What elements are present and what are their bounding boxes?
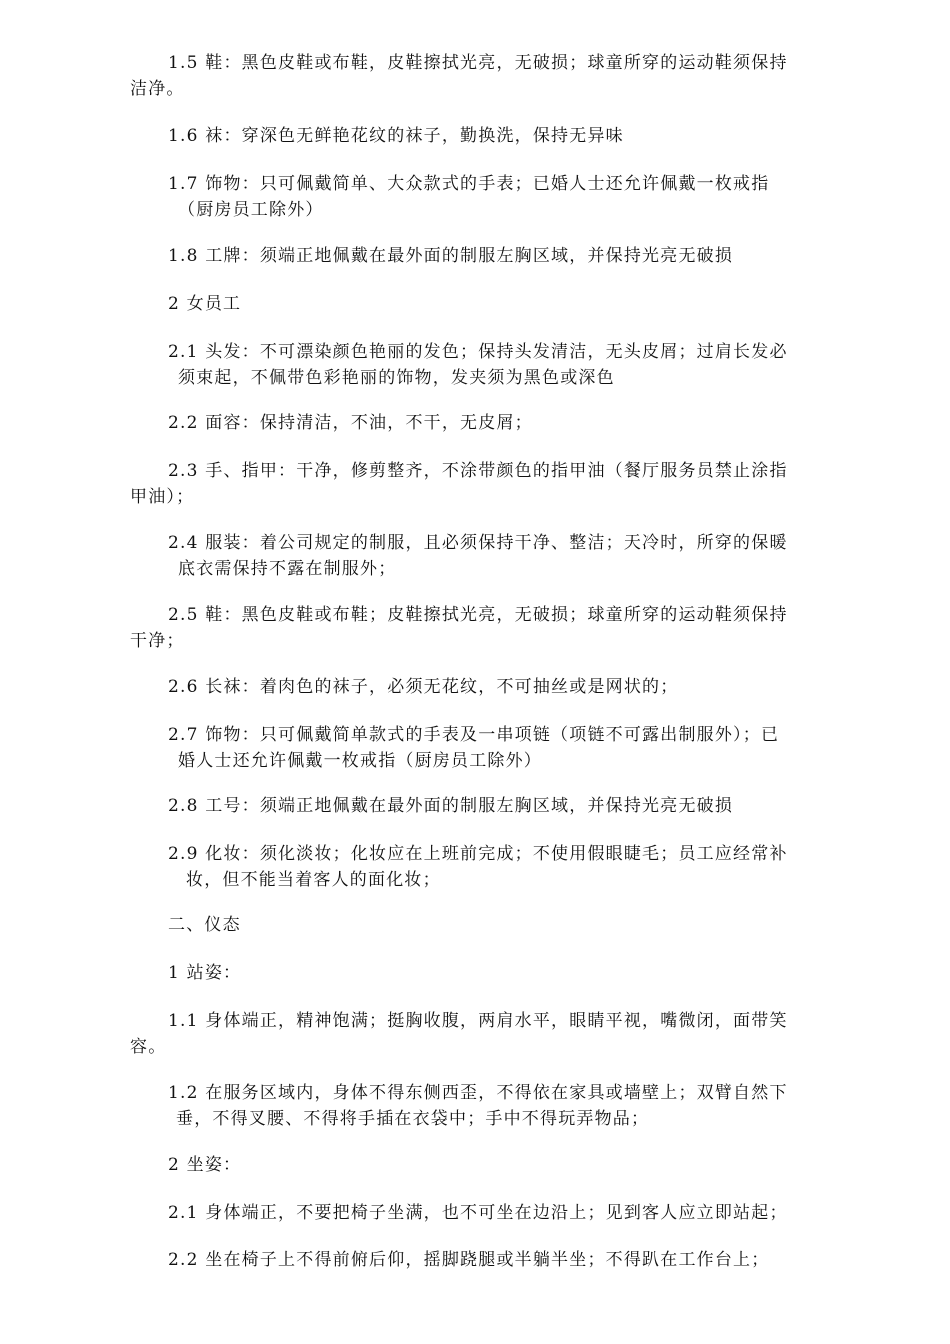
heading-sitting [130, 1152, 820, 1178]
paragraph-2-3 [130, 458, 820, 510]
paragraph-line: 2.4 服装：着公司规定的制服，且必须保持干净、整洁；天冷时，所穿的保暖 [168, 533, 788, 553]
paragraph-line: 底衣需保持不露在制服外； [178, 559, 397, 579]
paragraph-line: 1.8 工牌：须端正地佩戴在最外面的制服左胸区域，并保持光亮无破损 [168, 246, 734, 266]
paragraph-line: 婚人士还允许佩戴一枚戒指（厨房员工除外） [178, 751, 542, 771]
paragraph-line: 2.1 头发：不可漂染颜色艳丽的发色；保持头发清洁，无头皮屑；过肩长发必 [168, 342, 788, 362]
paragraph-1-5 [130, 50, 820, 102]
paragraph-1-7 [130, 171, 820, 223]
heading-female-staff [130, 291, 820, 317]
paragraph-line: 2.9 化妆：须化淡妆；化妆应在上班前完成；不使用假眼睫毛；员工应经常补 [168, 844, 788, 864]
section-heading-posture [130, 912, 820, 938]
paragraph-line: 1.5 鞋：黑色皮鞋或布鞋，皮鞋擦拭光亮，无破损；球童所穿的运动鞋须保持 [168, 53, 788, 73]
paragraph-line: 2.1 身体端正，不要把椅子坐满，也不可坐在边沿上；见到客人应立即站起； [168, 1203, 788, 1223]
paragraph-line: 二、仪态 [168, 915, 241, 935]
paragraph-line: 1.1 身体端正，精神饱满；挺胸收腹，两肩水平，眼睛平视，嘴微闭，面带笑 [168, 1011, 788, 1031]
paragraph-line: 2.7 饰物：只可佩戴简单款式的手表及一串项链（项链不可露出制服外）；已 [168, 725, 780, 745]
paragraph-2-9 [130, 841, 820, 893]
paragraph-2-8 [130, 793, 820, 819]
paragraph-2-5 [130, 602, 820, 654]
paragraph-line: 1.6 袜：穿深色无鲜艳花纹的袜子，勤换洗，保持无异味 [168, 126, 624, 146]
paragraph-line: 1.7 饰物：只可佩戴简单、大众款式的手表；已婚人士还允许佩戴一枚戒指 [168, 174, 770, 194]
paragraph-stand-1-2 [130, 1080, 820, 1132]
paragraph-line: 妆，但不能当着客人的面化妆； [186, 870, 441, 890]
paragraph-line: 2.2 坐在椅子上不得前俯后仰，摇脚跷腿或半躺半坐；不得趴在工作台上； [168, 1250, 770, 1270]
paragraph-line: 甲油）； [130, 487, 195, 507]
paragraph-line: 1.2 在服务区域内，身体不得东侧西歪，不得依在家具或墙壁上；双臂自然下 [168, 1083, 788, 1103]
heading-standing [130, 960, 820, 986]
paragraph-line: 垂，不得叉腰、不得将手插在衣袋中；手中不得玩弄物品； [176, 1109, 650, 1129]
paragraph-1-6 [130, 123, 820, 149]
paragraph-line: 1 站姿： [168, 963, 242, 983]
paragraph-line: 2 女员工 [168, 294, 242, 314]
paragraph-line: 干净； [130, 631, 185, 651]
paragraph-2-4 [130, 530, 820, 582]
paragraph-line: 须束起，不佩带色彩艳丽的饰物，发夹须为黑色或深色 [178, 368, 615, 388]
paragraph-sit-2-2 [130, 1247, 820, 1273]
paragraph-2-6 [130, 674, 820, 700]
paragraph-line: 容。 [130, 1037, 167, 1057]
paragraph-2-2 [130, 410, 820, 436]
paragraph-line: 2.3 手、指甲：干净，修剪整齐，不涂带颜色的指甲油（餐厅服务员禁止涂指 [168, 461, 788, 481]
paragraph-line: （厨房员工除外） [178, 200, 324, 220]
paragraph-line: 洁净。 [130, 79, 185, 99]
paragraph-line: 2.8 工号：须端正地佩戴在最外面的制服左胸区域，并保持光亮无破损 [168, 796, 734, 816]
paragraph-line: 2.6 长袜：着肉色的袜子，必须无花纹，不可抽丝或是网状的； [168, 677, 679, 697]
paragraph-line: 2 坐姿： [168, 1155, 242, 1175]
paragraph-sit-2-1 [130, 1200, 820, 1226]
paragraph-2-1 [130, 339, 820, 391]
paragraph-1-8 [130, 243, 820, 269]
paragraph-line: 2.2 面容：保持清洁，不油，不干，无皮屑； [168, 413, 533, 433]
paragraph-line: 2.5 鞋：黑色皮鞋或布鞋；皮鞋擦拭光亮，无破损；球童所穿的运动鞋须保持 [168, 605, 788, 625]
paragraph-stand-1-1 [130, 1008, 820, 1060]
paragraph-2-7 [130, 722, 820, 774]
